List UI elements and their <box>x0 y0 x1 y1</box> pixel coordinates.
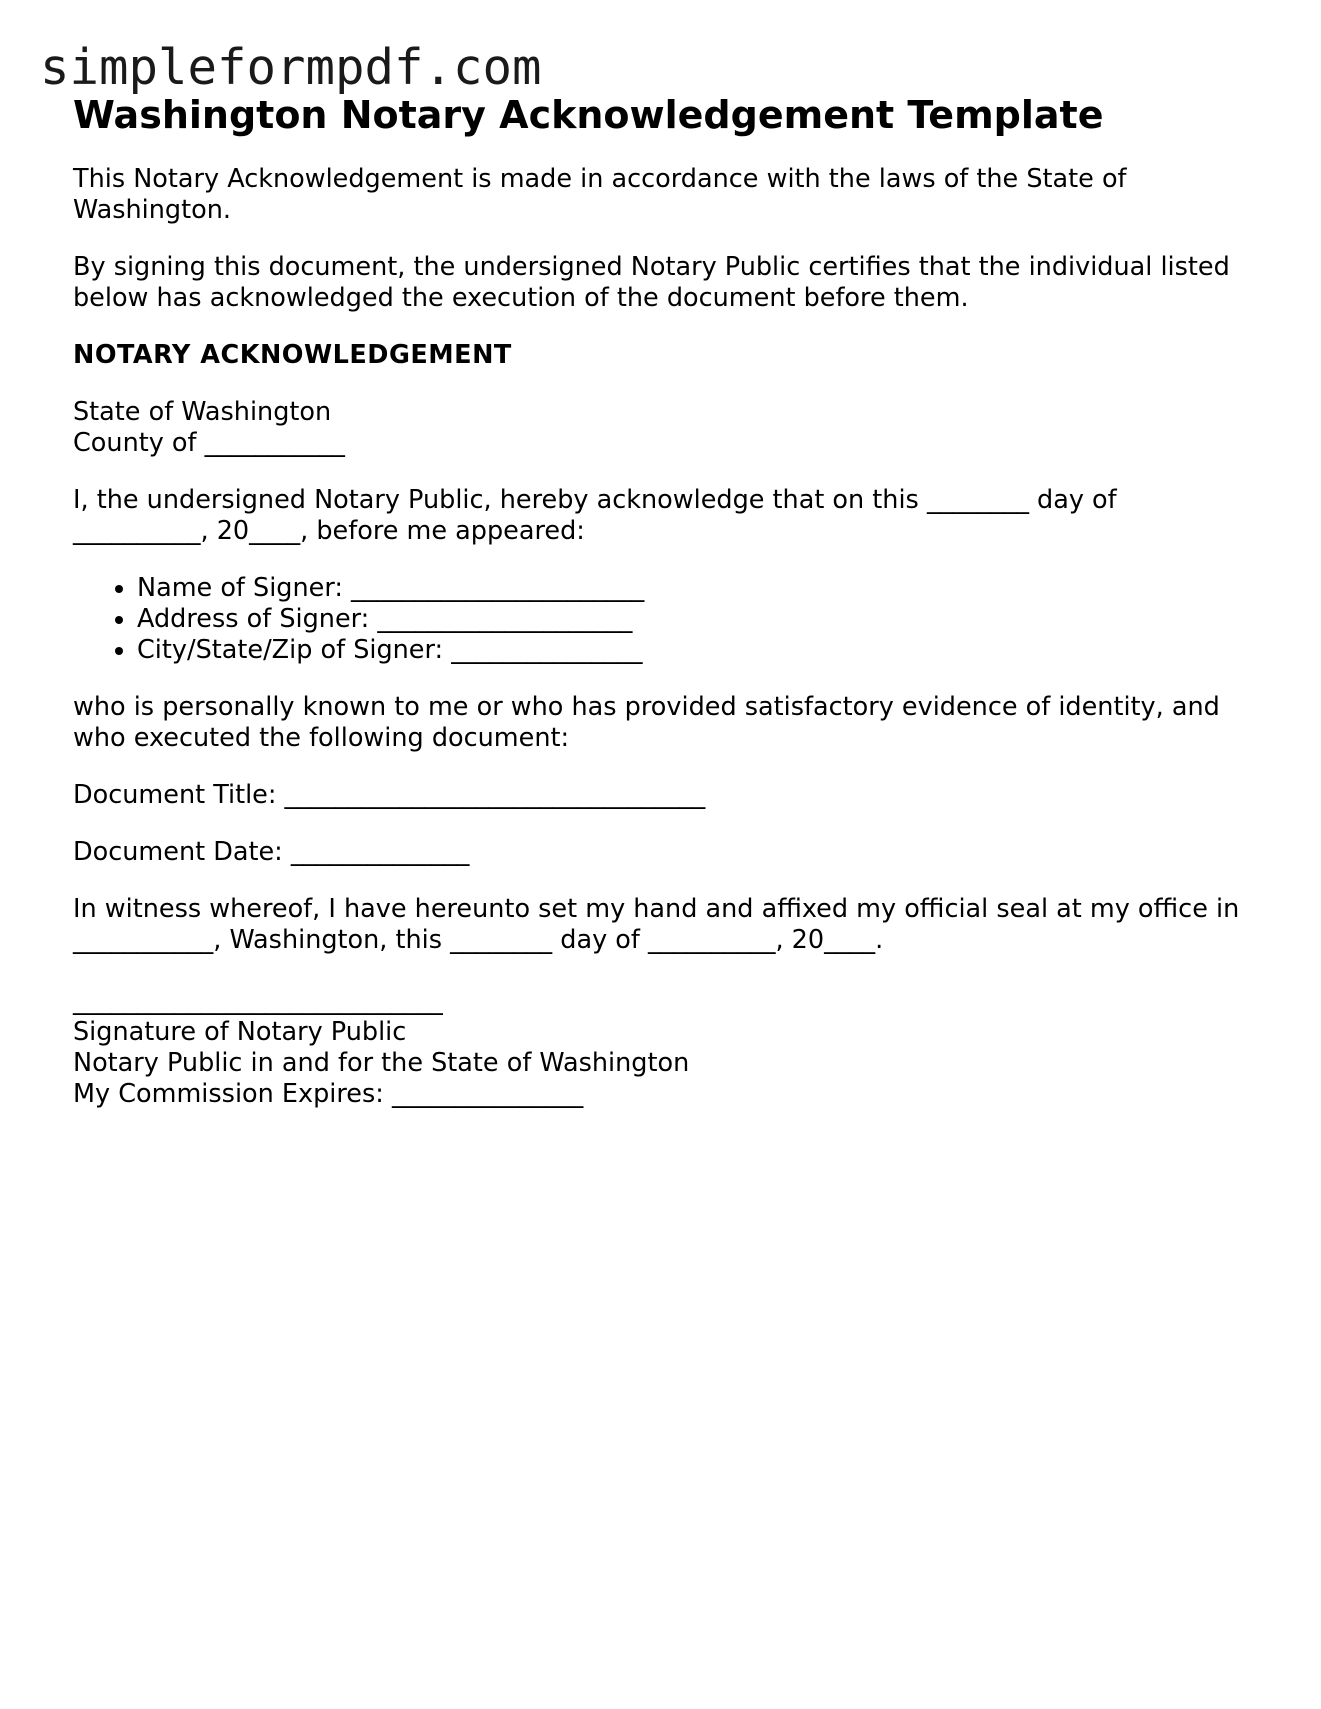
signer-address-field: • Address of Signer: ____________________ <box>137 604 1253 635</box>
document-title: Washington Notary Acknowledgement Template <box>73 93 1104 137</box>
signer-name-field: • Name of Signer: _______________________ <box>137 573 1253 604</box>
venue-state: State of Washington <box>73 397 332 427</box>
watermark: simpleformpdf.com <box>40 39 542 96</box>
document-body <box>73 92 1253 1110</box>
intro-paragraph: This Notary Acknowledgement is made in accordance with the laws of the State of Washington. <box>73 164 1127 225</box>
venue-county: County of ___________ <box>73 428 345 458</box>
signature-label: Signature of Notary Public <box>73 1017 407 1047</box>
commission-expiry-field: My Commission Expires: _______________ <box>73 1079 584 1109</box>
document-title-field: Document Title: _________________________________ <box>73 780 706 810</box>
witness-paragraph: In witness whereof, I have hereunto set my hand and affixed my official seal at my office in ___________, Washington, this ________ day of __________, 20____. <box>73 894 1240 955</box>
appearance-paragraph: I, the undersigned Notary Public, hereby acknowledge that on this ________ day of __________, 20____, before me appeared: <box>73 485 1117 546</box>
signature-block <box>73 986 1253 1110</box>
document-date-field: Document Date: ______________ <box>73 837 470 867</box>
signer-city-field: • City/State/Zip of Signer: _______________ <box>137 635 1253 666</box>
venue-block <box>73 397 1253 459</box>
notary-capacity: Notary Public in and for the State of Washington <box>73 1048 690 1078</box>
section-heading: NOTARY ACKNOWLEDGEMENT <box>73 340 512 370</box>
certification-paragraph: By signing this document, the undersigned Notary Public certifies that the individual listed below has acknowledged the execution of the document before them. <box>73 252 1230 313</box>
signature-line: _____________________________ <box>73 986 443 1016</box>
signer-fields-list <box>73 573 1253 666</box>
identity-paragraph: who is personally known to me or who has provided satisfactory evidence of identity, and who executed the following document: <box>73 692 1220 753</box>
